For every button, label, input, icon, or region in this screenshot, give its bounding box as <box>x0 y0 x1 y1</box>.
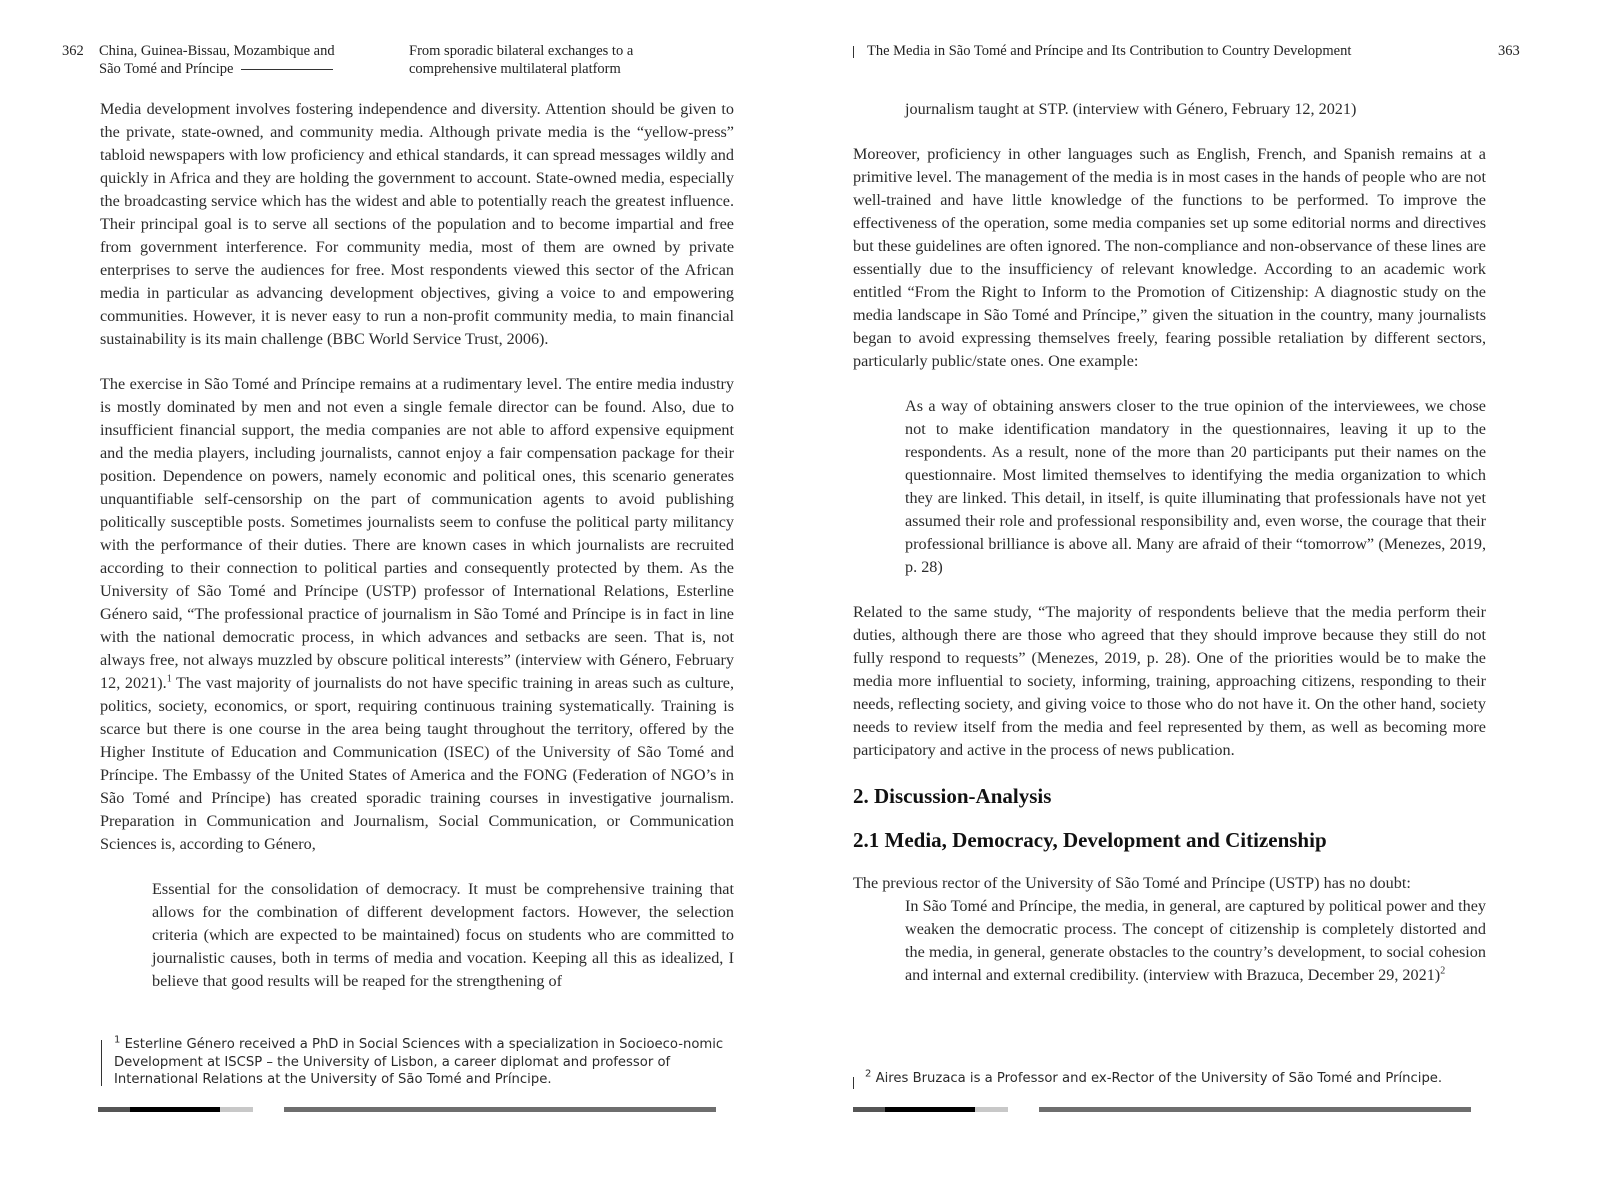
running-head-section-line1: From sporadic bilateral exchanges to a <box>409 43 634 59</box>
running-head-chapter <box>99 42 359 78</box>
header-rule <box>241 69 333 70</box>
footnote <box>114 1036 739 1089</box>
right-body <box>853 98 1486 987</box>
running-head-section: The Media in São Tomé and Príncipe and Its Contribution to Country Development <box>867 43 1352 59</box>
paragraph: The previous rector of the University of São Tomé and Príncipe (USTP) has no doubt: <box>853 874 1411 892</box>
running-head-chapter-line2-text: São Tomé and Príncipe <box>99 61 234 77</box>
footnote-ref[interactable]: 2 <box>1440 965 1446 977</box>
paragraph <box>100 373 734 856</box>
footnote-text: Esterline Génerо received a PhD in Social Sciences with a specialization in Socioeco-nomic Development at ISCSP – the University of Lisbon, a career diplomat and professor of International Relations at the University of São Tomé and Príncipe. <box>114 1037 724 1087</box>
paragraph-text: The vast majority of journalists do not have specific training in areas such as culture, politics, society, economics, or sport, requiring continuous training systematically. Training is scarce but there is one course in the area being taught throughout the territory, offered by the Higher Institute of Education and Communication (ISEC) of the University of São Tomé and Príncipe. The Embassy of the United States of America and the FONG (Federation of NGO’s in São Tomé and Príncipe) has created sporadic training courses in investigative journalism. Preparation in Communication and Journalism, Social Communication, or Communication Sciences is, according to Género, <box>100 674 734 853</box>
running-head-chapter-line1: China, Guinea-Bissau, Mozambique and <box>99 43 335 59</box>
blockquote <box>853 895 1486 987</box>
quote-continuation: journalism taught at STP. (interview with Género, February 12, 2021) <box>905 100 1357 118</box>
footnote <box>865 1070 1505 1088</box>
footer-segment-black <box>130 1107 220 1112</box>
footnote-ref[interactable]: 1 <box>166 673 172 685</box>
paragraph: Related to the same study, “The majority of respondents believe that the media perform their duties, although there are those who agreed that they should improve because they still do not fully respond to requests” (Menezes, 2019, p. 28). One of the priorities would be to make the media more influential to society, informing, training, approaching citizens, responding to their needs, reflecting society, and giving voice to those who do not have it. On the other hand, society needs to review itself from the media and feel represented by them, as well as becoming more participatory and active in the process of news publication. <box>853 603 1486 759</box>
footer-segment-light <box>220 1107 253 1112</box>
footer-decoration <box>853 1107 1471 1112</box>
header-bar <box>853 46 854 58</box>
footnote-bar <box>853 1077 854 1089</box>
footer-decoration <box>98 1107 716 1112</box>
page-number: 362 <box>62 43 84 59</box>
footer-segment-black <box>885 1107 975 1112</box>
footer-segment-rule <box>284 1107 716 1112</box>
footnote-bar <box>101 1040 102 1086</box>
running-head-chapter-line2 <box>99 60 359 78</box>
blockquote: Essential for the consolidation of democracy. It must be comprehensive training that allows for the combination of different development factors. However, the selection criteria (which are expected to be maintained) focus on students who are committed to journalistic causes, both in terms of media and vocation. Keeping all this as idealized, I believe that good results will be reaped for the strengthening of <box>152 880 734 990</box>
footnote-number: 2 <box>865 1068 872 1080</box>
running-head-section <box>409 42 709 78</box>
footer-segment-rule <box>1039 1107 1471 1112</box>
paragraph: Media development involves fostering independence and diversity. Attention should be given to the private, state-owned, and community media. Although private media is the “yellow-press” tabloid newspapers with low proficiency and ethical standards, it can spread messages wildly and quickly in Africa and they are holding the government to account. State-owned media, especially the broadcasting service which has the widest and able to potentially reach the greatest influence. Their principal goal is to serve all sections of the population and to become impartial and free from government interference. For community media, most of them are owned by private enterprises to serve the audiences for free. Most respondents viewed this sector of the African media in particular as advancing development objectives, giving a voice to and empowering communities. However, it is never easy to run a non-profit community media, to main financial sustainability is its main challenge (BBC World Service Trust, 2006). <box>100 100 734 348</box>
right-page <box>800 0 1600 1200</box>
page-number: 363 <box>1498 43 1520 59</box>
running-head-section-line2: comprehensive multilateral platform <box>409 61 621 77</box>
footer-segment-dark <box>853 1107 885 1112</box>
blockquote-text: In São Tomé and Príncipe, the media, in general, are captured by political power and they weaken the democratic process. The concept of citizenship is completely distorted and the media, in general, generate obstacles to the country’s development, to social cohesion and internal and external credibility. (interview with Brazuca, December 29, 2021) <box>905 897 1486 984</box>
footer-segment-light <box>975 1107 1008 1112</box>
left-body <box>100 98 734 993</box>
footnote-number: 1 <box>114 1034 121 1046</box>
footnote-text: Aires Bruzaca is a Professor and ex-Rector of the University of São Tomé and Príncipe. <box>875 1071 1443 1086</box>
paragraph-text: The exercise in São Tomé and Príncipe remains at a rudimentary level. The entire media industry is mostly dominated by men and not even a single female director can be found. Also, due to insufficient financial support, the media companies are not able to afford expensive equipment and the media players, including journalists, cannot enjoy a fair compensation package for their position. Dependence on powers, namely economic and political ones, this scenario generates unquantifiable self-censorship on the part of communication agents to avoid publishing politically susceptible posts. Sometimes journalists seem to confuse the political party militancy with the performance of their duties. There are known cases in which journalists are recruited according to their connection to political parties and consequently protected by them. As the University of São Tomé and Príncipe (USTP) professor of International Relations, Esterline Género said, “The professional practice of journalism in São Tomé and Príncipe is in fact in line with the national democratic process, in which advances and setbacks are seen. That is, not always free, not always muzzled by obscure political interests” (interview with Género, February 12, 2021). <box>100 375 734 692</box>
footer-segment-dark <box>98 1107 130 1112</box>
paragraph: Moreover, proficiency in other languages such as English, French, and Spanish remains at a primitive level. The management of the media is in most cases in the hands of people who are not well-trained and have little knowledge of the functions to be performed. To improve the effectiveness of the operation, some media companies set up some editorial norms and directives but these guidelines are often ignored. The non-compliance and non-observance of these lines are essentially due to the insufficiency of relevant knowledge. According to an academic work entitled “From the Right to Inform to the Promotion of Citizenship: A diagnostic study on the media landscape in São Tomé and Príncipe,” given the situation in the country, many journalists began to avoid expressing themselves freely, fearing possible retaliation by different sectors, particularly public/state ones. One example: <box>853 145 1486 370</box>
subsection-heading: 2.1 Media, Democracy, Development and Citizenship <box>853 828 1327 852</box>
blockquote: As a way of obtaining answers closer to the true opinion of the interviewees, we chose not to make identification mandatory in the questionnaires, leaving it up to the respondents. As a result, none of the more than 20 participants put their names on the questionnaire. Most limited themselves to identifying the media organization to which they are linked. This detail, in itself, is quite illuminating that professionals have not yet assumed their role and professional responsibility and, even worse, the courage that their professional brilliance is above all. Many are afraid of their “tomorrow” (Menezes, 2019, p. 28) <box>905 397 1486 576</box>
section-heading: 2. Discussion-Analysis <box>853 784 1052 808</box>
